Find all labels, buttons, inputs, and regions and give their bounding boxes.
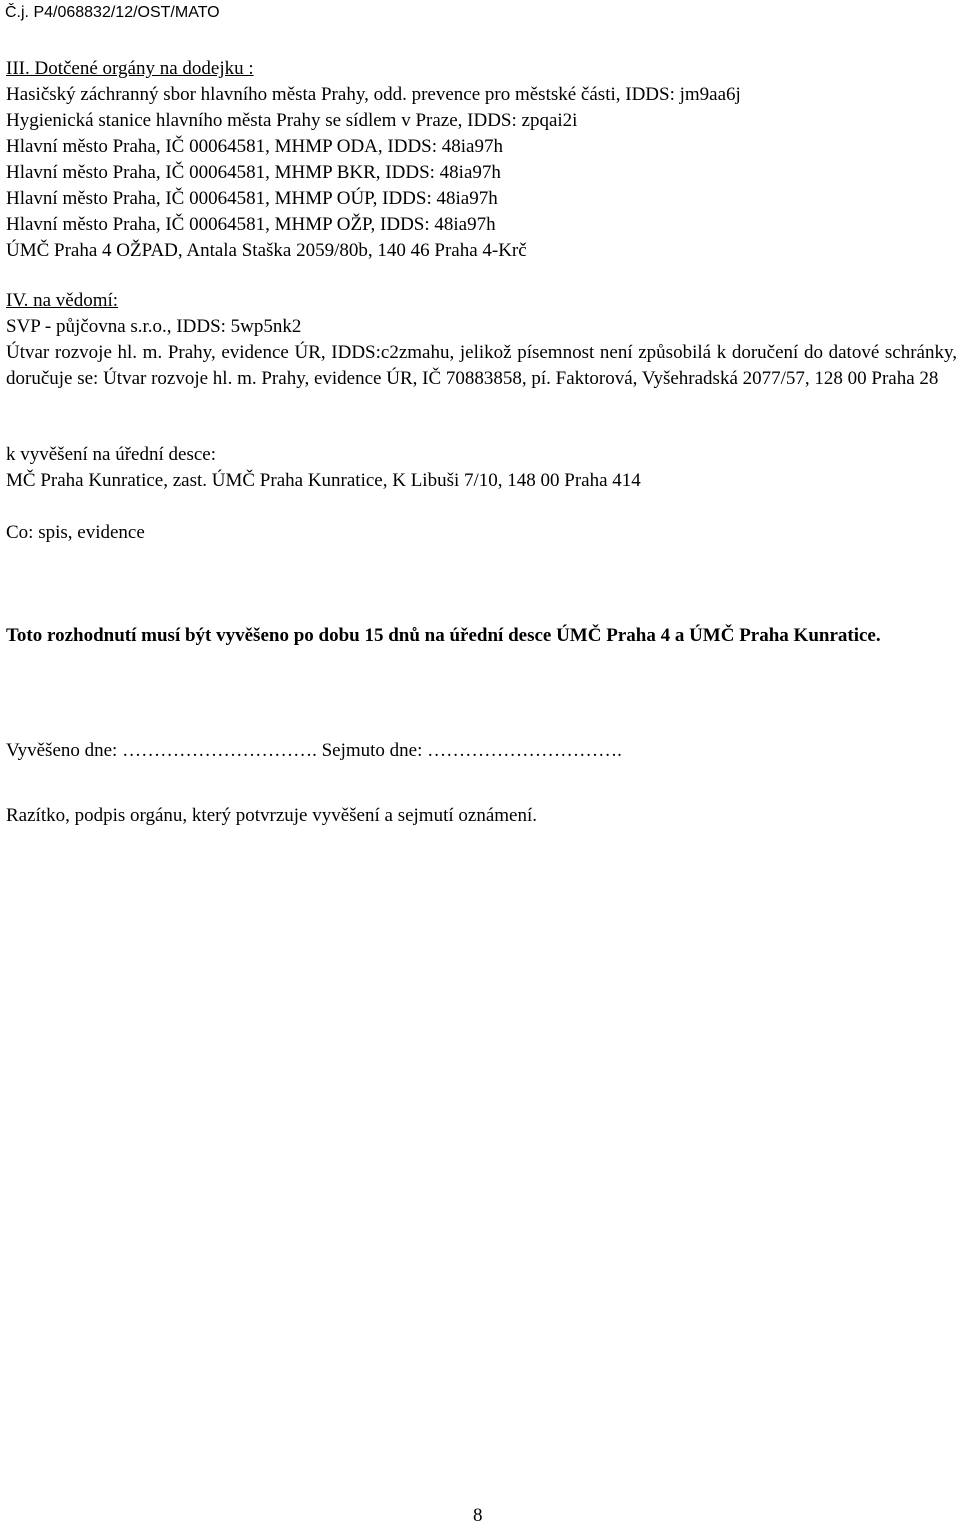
posting-dates bbox=[6, 738, 957, 764]
section-heading-affected-authorities: III. Dotčené orgány na dodejku : bbox=[6, 58, 254, 79]
recipient-line: Hlavní město Praha, IČ 00064581, MHMP OŽP, IDDS: 48ia97h bbox=[6, 214, 496, 235]
copy-section bbox=[6, 520, 957, 546]
posting-dates-line: Vyvěšeno dne: …………………………. Sejmuto dne: …………………………. bbox=[6, 740, 622, 761]
notice-board-line: MČ Praha Kunratice, zast. ÚMČ Praha Kunratice, K Libuši 7/10, 148 00 Praha 414 bbox=[6, 470, 641, 491]
stamp-signature-line: Razítko, podpis orgánu, který potvrzuje vyvěšení a sejmutí oznámení. bbox=[6, 805, 537, 826]
recipient-line: Hlavní město Praha, IČ 00064581, MHMP ODA, IDDS: 48ia97h bbox=[6, 136, 503, 157]
recipient-paragraph: Útvar rozvoje hl. m. Prahy, evidence ÚR, IDDS:c2zmahu, jelikož písemnost není způsobilá k doručení do datové schránky, doručuje se: Útvar rozvoje hl. m. Prahy, evidence ÚR, IČ 70883858, pí. Faktorová, Vyšehradská 2077/57, 128 00 Praha 28 bbox=[6, 342, 957, 389]
section-notice-board bbox=[6, 442, 957, 494]
page-number: 8 bbox=[473, 1505, 483, 1526]
recipient-line: ÚMČ Praha 4 OŽPAD, Antala Staška 2059/80b, 140 46 Praha 4-Krč bbox=[6, 240, 527, 261]
bold-notice-section bbox=[6, 623, 957, 649]
section-for-information bbox=[6, 288, 957, 392]
section-heading-for-information: IV. na vědomí: bbox=[6, 290, 119, 311]
section-affected-authorities bbox=[6, 56, 957, 264]
stamp-signature bbox=[6, 803, 957, 829]
recipient-line: Hygienická stanice hlavního města Prahy se sídlem v Praze, IDDS: zpqai2i bbox=[6, 110, 578, 131]
recipient-line: SVP - půjčovna s.r.o., IDDS: 5wp5nk2 bbox=[6, 316, 302, 337]
recipient-line: Hasičský záchranný sbor hlavního města Prahy, odd. prevence pro městské části, IDDS: jm9aa6j bbox=[6, 84, 741, 105]
posting-requirement-notice: Toto rozhodnutí musí být vyvěšeno po dobu 15 dnů na úřední desce ÚMČ Praha 4 a ÚMČ Praha Kunratice. bbox=[6, 625, 881, 646]
notice-board-heading: k vyvěšení na úřední desce: bbox=[6, 444, 216, 465]
recipient-line: Hlavní město Praha, IČ 00064581, MHMP BKR, IDDS: 48ia97h bbox=[6, 162, 501, 183]
recipient-line: Hlavní město Praha, IČ 00064581, MHMP OÚP, IDDS: 48ia97h bbox=[6, 188, 498, 209]
copy-line: Co: spis, evidence bbox=[6, 522, 145, 543]
document-reference-number: Č.j. P4/068832/12/OST/MATO bbox=[5, 4, 220, 21]
